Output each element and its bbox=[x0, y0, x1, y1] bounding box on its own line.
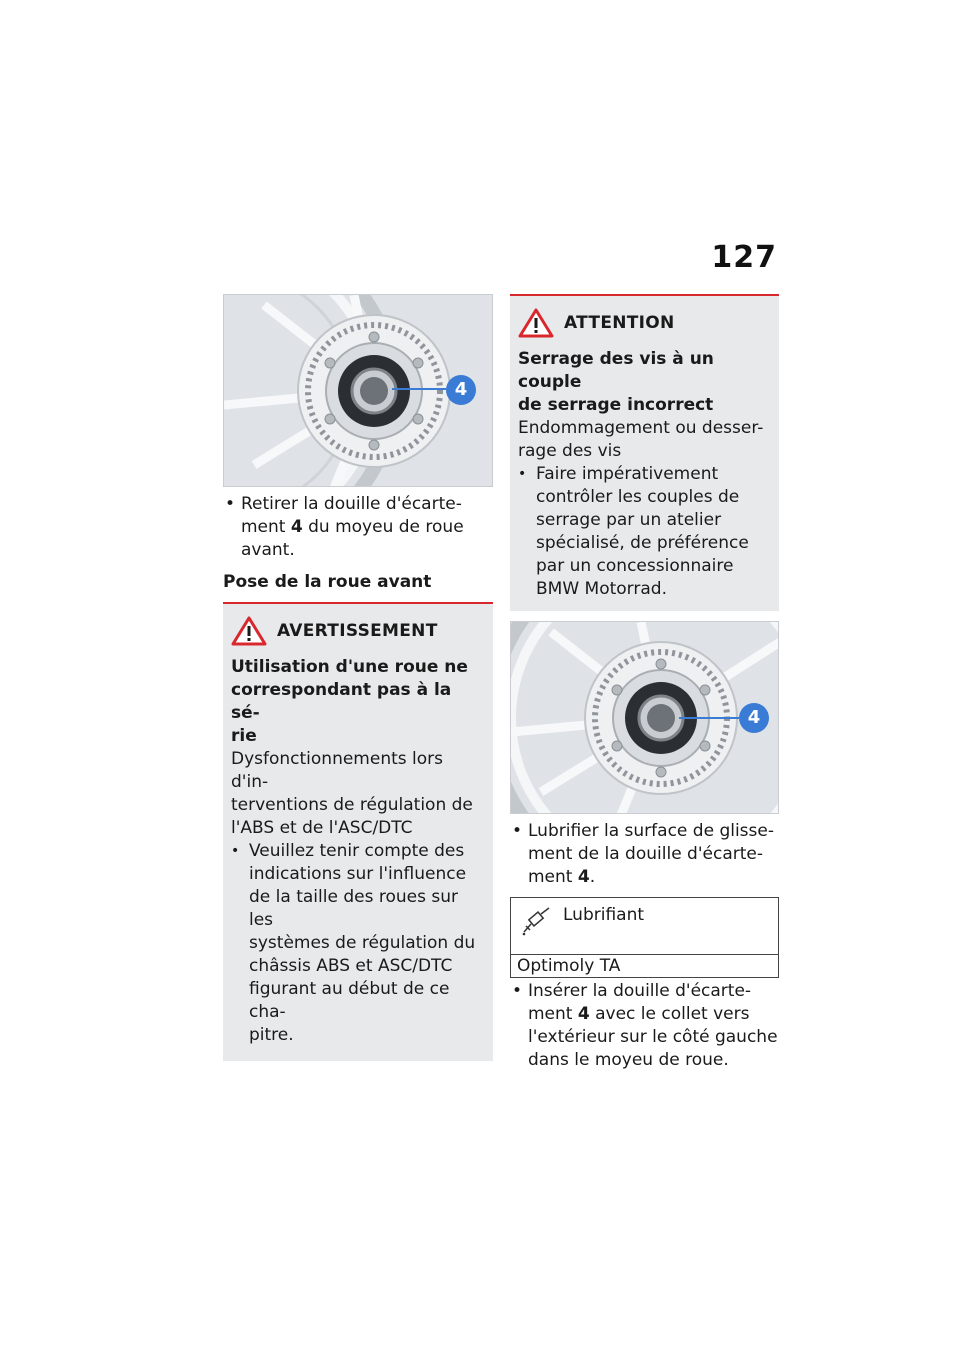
line: de la taille des roues sur les bbox=[249, 887, 458, 930]
callout-number: 4 bbox=[747, 707, 761, 728]
ref-number: 4 bbox=[290, 517, 303, 537]
line: Insérer la douille d'écarte- bbox=[528, 981, 752, 1001]
line: par un concessionnaire bbox=[536, 556, 734, 576]
line: Veuillez tenir compte des bbox=[249, 841, 465, 861]
line: châssis ABS et ASC/DTC bbox=[249, 956, 453, 976]
callout-4 bbox=[446, 375, 476, 405]
grease-gun-icon bbox=[521, 906, 553, 938]
warning-label: AVERTISSEMENT bbox=[277, 620, 438, 641]
step-line bbox=[241, 516, 493, 539]
callout-number: 4 bbox=[454, 379, 468, 400]
line: pitre. bbox=[249, 1025, 294, 1045]
line: systèmes de régulation du bbox=[249, 933, 476, 953]
line: BMW Motorrad. bbox=[536, 579, 667, 599]
attention-header bbox=[518, 308, 771, 338]
step-line: Retirer la douille d'écarte- bbox=[241, 494, 462, 514]
line bbox=[528, 1003, 779, 1026]
line: rie bbox=[231, 726, 257, 746]
page-number: 127 bbox=[711, 240, 777, 275]
bullet: • bbox=[225, 494, 236, 514]
warning-title bbox=[231, 656, 485, 748]
line: indications sur l'influence bbox=[249, 864, 467, 884]
text: . bbox=[589, 867, 596, 887]
ref-number: 4 bbox=[577, 867, 590, 887]
line: Utilisation d'une roue ne bbox=[231, 657, 468, 677]
attention-action bbox=[518, 463, 771, 601]
text: ment bbox=[241, 517, 291, 537]
warning-triangle-icon bbox=[231, 616, 267, 646]
line: figurant au début de ce cha- bbox=[249, 979, 450, 1022]
wheel-hub-figure bbox=[223, 294, 493, 487]
warning-box bbox=[223, 602, 493, 1061]
line: serrage par un atelier bbox=[536, 510, 722, 530]
bullet: • bbox=[518, 466, 527, 482]
bullet: • bbox=[231, 843, 240, 859]
right-column bbox=[510, 294, 779, 1072]
line: l'extérieur sur le côté gauche bbox=[528, 1027, 778, 1047]
attention-title bbox=[518, 348, 771, 417]
wheel-hub-figure-2 bbox=[510, 621, 779, 814]
line: Lubrifier la surface de glisse- bbox=[528, 821, 774, 841]
warning-consequence bbox=[231, 748, 485, 840]
line: Dysfonctionnements lors d'in- bbox=[231, 749, 444, 792]
line: ment de la douille d'écarte- bbox=[528, 844, 763, 864]
left-column bbox=[223, 294, 493, 1061]
line: rage des vis bbox=[518, 441, 622, 461]
bullet: • bbox=[512, 821, 523, 841]
step-remove-bushing bbox=[223, 493, 493, 562]
lubricant-product: Optimoly TA bbox=[517, 956, 621, 976]
line bbox=[528, 866, 779, 889]
line: terventions de régulation de bbox=[231, 795, 473, 815]
step-line: avant. bbox=[241, 540, 295, 560]
line: Endommagement ou desser- bbox=[518, 418, 764, 438]
ref-number: 4 bbox=[577, 1004, 590, 1024]
line: contrôler les couples de bbox=[536, 487, 740, 507]
lubricant-label: Lubrifiant bbox=[563, 905, 645, 925]
text: ment bbox=[528, 1004, 578, 1024]
attention-label: ATTENTION bbox=[564, 312, 675, 333]
attention-box bbox=[510, 294, 779, 611]
attention-consequence bbox=[518, 417, 771, 463]
step-lubricate bbox=[510, 820, 779, 889]
callout-4 bbox=[739, 703, 769, 733]
line: Faire impérativement bbox=[536, 464, 719, 484]
text: avec le collet vers bbox=[589, 1004, 750, 1024]
warning-action bbox=[231, 840, 485, 1047]
text: ment bbox=[528, 867, 578, 887]
line: l'ABS et de l'ASC/DTC bbox=[231, 818, 413, 838]
step-insert-bushing bbox=[510, 980, 779, 1072]
line: correspondant pas à la sé- bbox=[231, 680, 452, 723]
line: dans le moyeu de roue. bbox=[528, 1050, 729, 1070]
line: spécialisé, de préférence bbox=[536, 533, 749, 553]
bullet: • bbox=[512, 981, 523, 1001]
line: Serrage des vis à un couple bbox=[518, 349, 714, 392]
warning-triangle-icon bbox=[518, 308, 554, 338]
text: du moyeu de roue bbox=[302, 517, 464, 537]
lubricant-table bbox=[510, 897, 779, 978]
warning-header bbox=[231, 616, 485, 646]
lubricant-header bbox=[511, 898, 778, 955]
line: de serrage incorrect bbox=[518, 395, 714, 415]
section-heading: Pose de la roue avant bbox=[223, 572, 432, 592]
